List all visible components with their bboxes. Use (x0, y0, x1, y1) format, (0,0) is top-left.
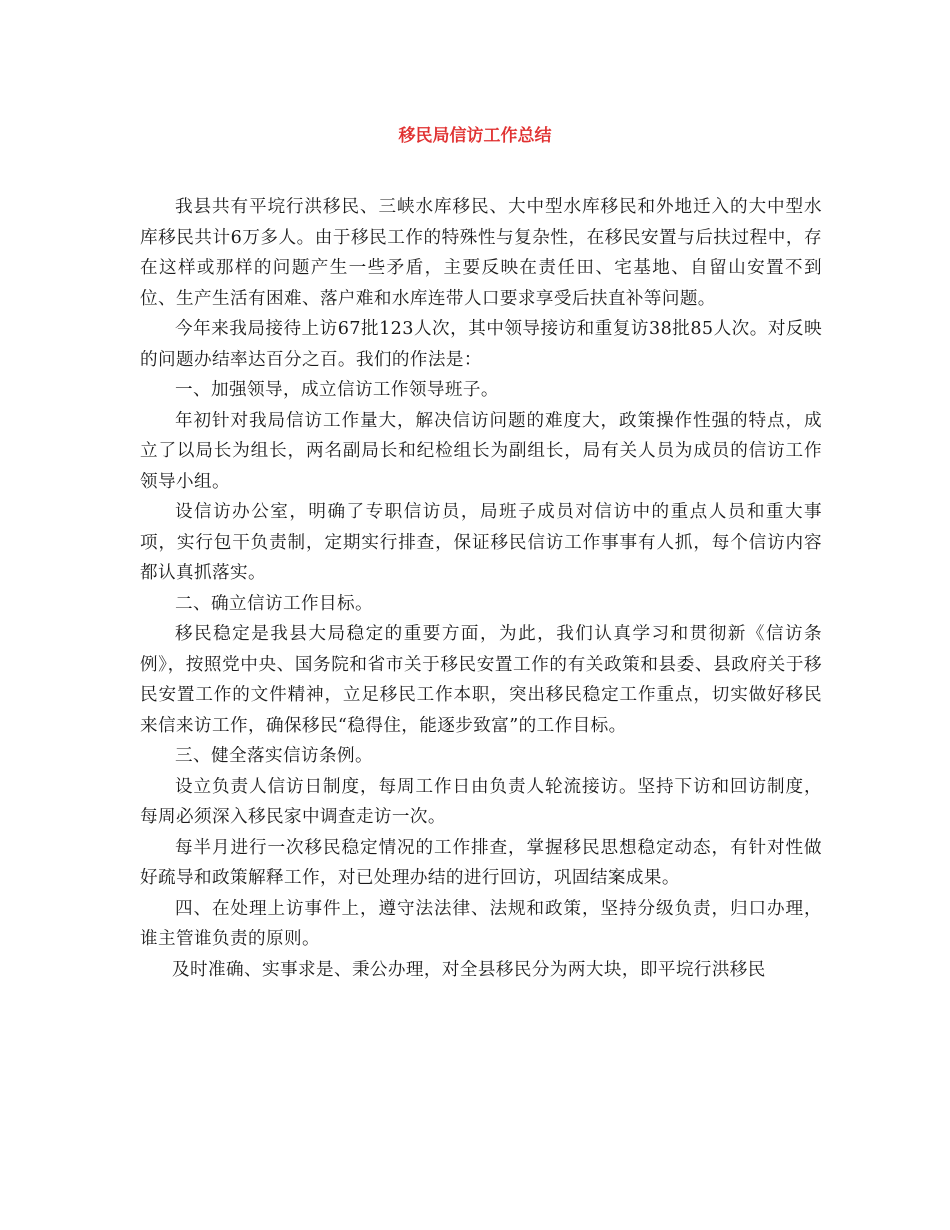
paragraph-petition-statistics: 今年来我局接待上访67批123人次，其中领导接访和重复访38批85人次。对反映的问题办结率达百分之百。我们的作法是： (140, 319, 822, 370)
section-heading-2: 二、确立信访工作目标。 (175, 593, 373, 614)
section-heading-3: 三、健全落实信访条例。 (175, 746, 373, 766)
paragraph-resettlement-overview: 我县共有平垸行洪移民、三峡水库移民、大中型水库移民和外地迁入的大中型水库移民共计6万多人。由于移民工作的特殊性与复杂性，在移民安置与后扶过程中，存在这样或那样的问题产生一些矛盾，主要反映在责任田、宅基地、自留山安置不到位、生产生活有困难、落户难和水库连带人口要求享受后扶直补等问题。 (140, 197, 822, 309)
paragraph-reception-system: 设立负责人信访日制度，每周工作日由负责人轮流接访。坚持下访和回访制度，每周必须深入移民家中调查走访一次。 (140, 776, 822, 827)
document-body (140, 192, 822, 985)
paragraph-handling-principles: 及时准确、实事求是、秉公办理，对全县移民分为两大块，即平垸行洪移民 (172, 959, 766, 980)
paragraph-leadership-group: 年初针对我局信访工作量大，解决信访问题的难度大，政策操作性强的特点，成立了以局长为组长，两名副局长和纪检组长为副组长，局有关人员为成员的信访工作领导小组。 (140, 410, 822, 492)
paragraph-work-goals: 移民稳定是我县大局稳定的重要方面，为此，我们认真学习和贯彻新《信访条例》，按照党中央、国务院和省市关于移民安置工作的有关政策和县委、县政府关于移民安置工作的文件精神，立足移民工作本职，突出移民稳定工作重点，切实做好移民来信来访工作，确保移民“稳得住，能逐步致富”的工作目标。 (140, 624, 822, 736)
paragraph-stability-review: 每半月进行一次移民稳定情况的工作排查，掌握移民思想稳定动态，有针对性做好疏导和政策解释工作，对已处理办结的进行回访，巩固结案成果。 (140, 837, 822, 888)
section-heading-1: 一、加强领导，成立信访工作领导班子。 (175, 380, 499, 400)
section-heading-4: 四、在处理上访事件上，遵守法法律、法规和政策，坚持分级负责，归口办理，谁主管谁负责的原则。 (140, 898, 822, 949)
paragraph-petition-office: 设信访办公室，明确了专职信访员，局班子成员对信访中的重点人员和重大事项，实行包干负责制，定期实行排查，保证移民信访工作事事有人抓，每个信访内容都认真抓落实。 (140, 502, 822, 583)
document-title: 移民局信访工作总结 (398, 126, 552, 146)
